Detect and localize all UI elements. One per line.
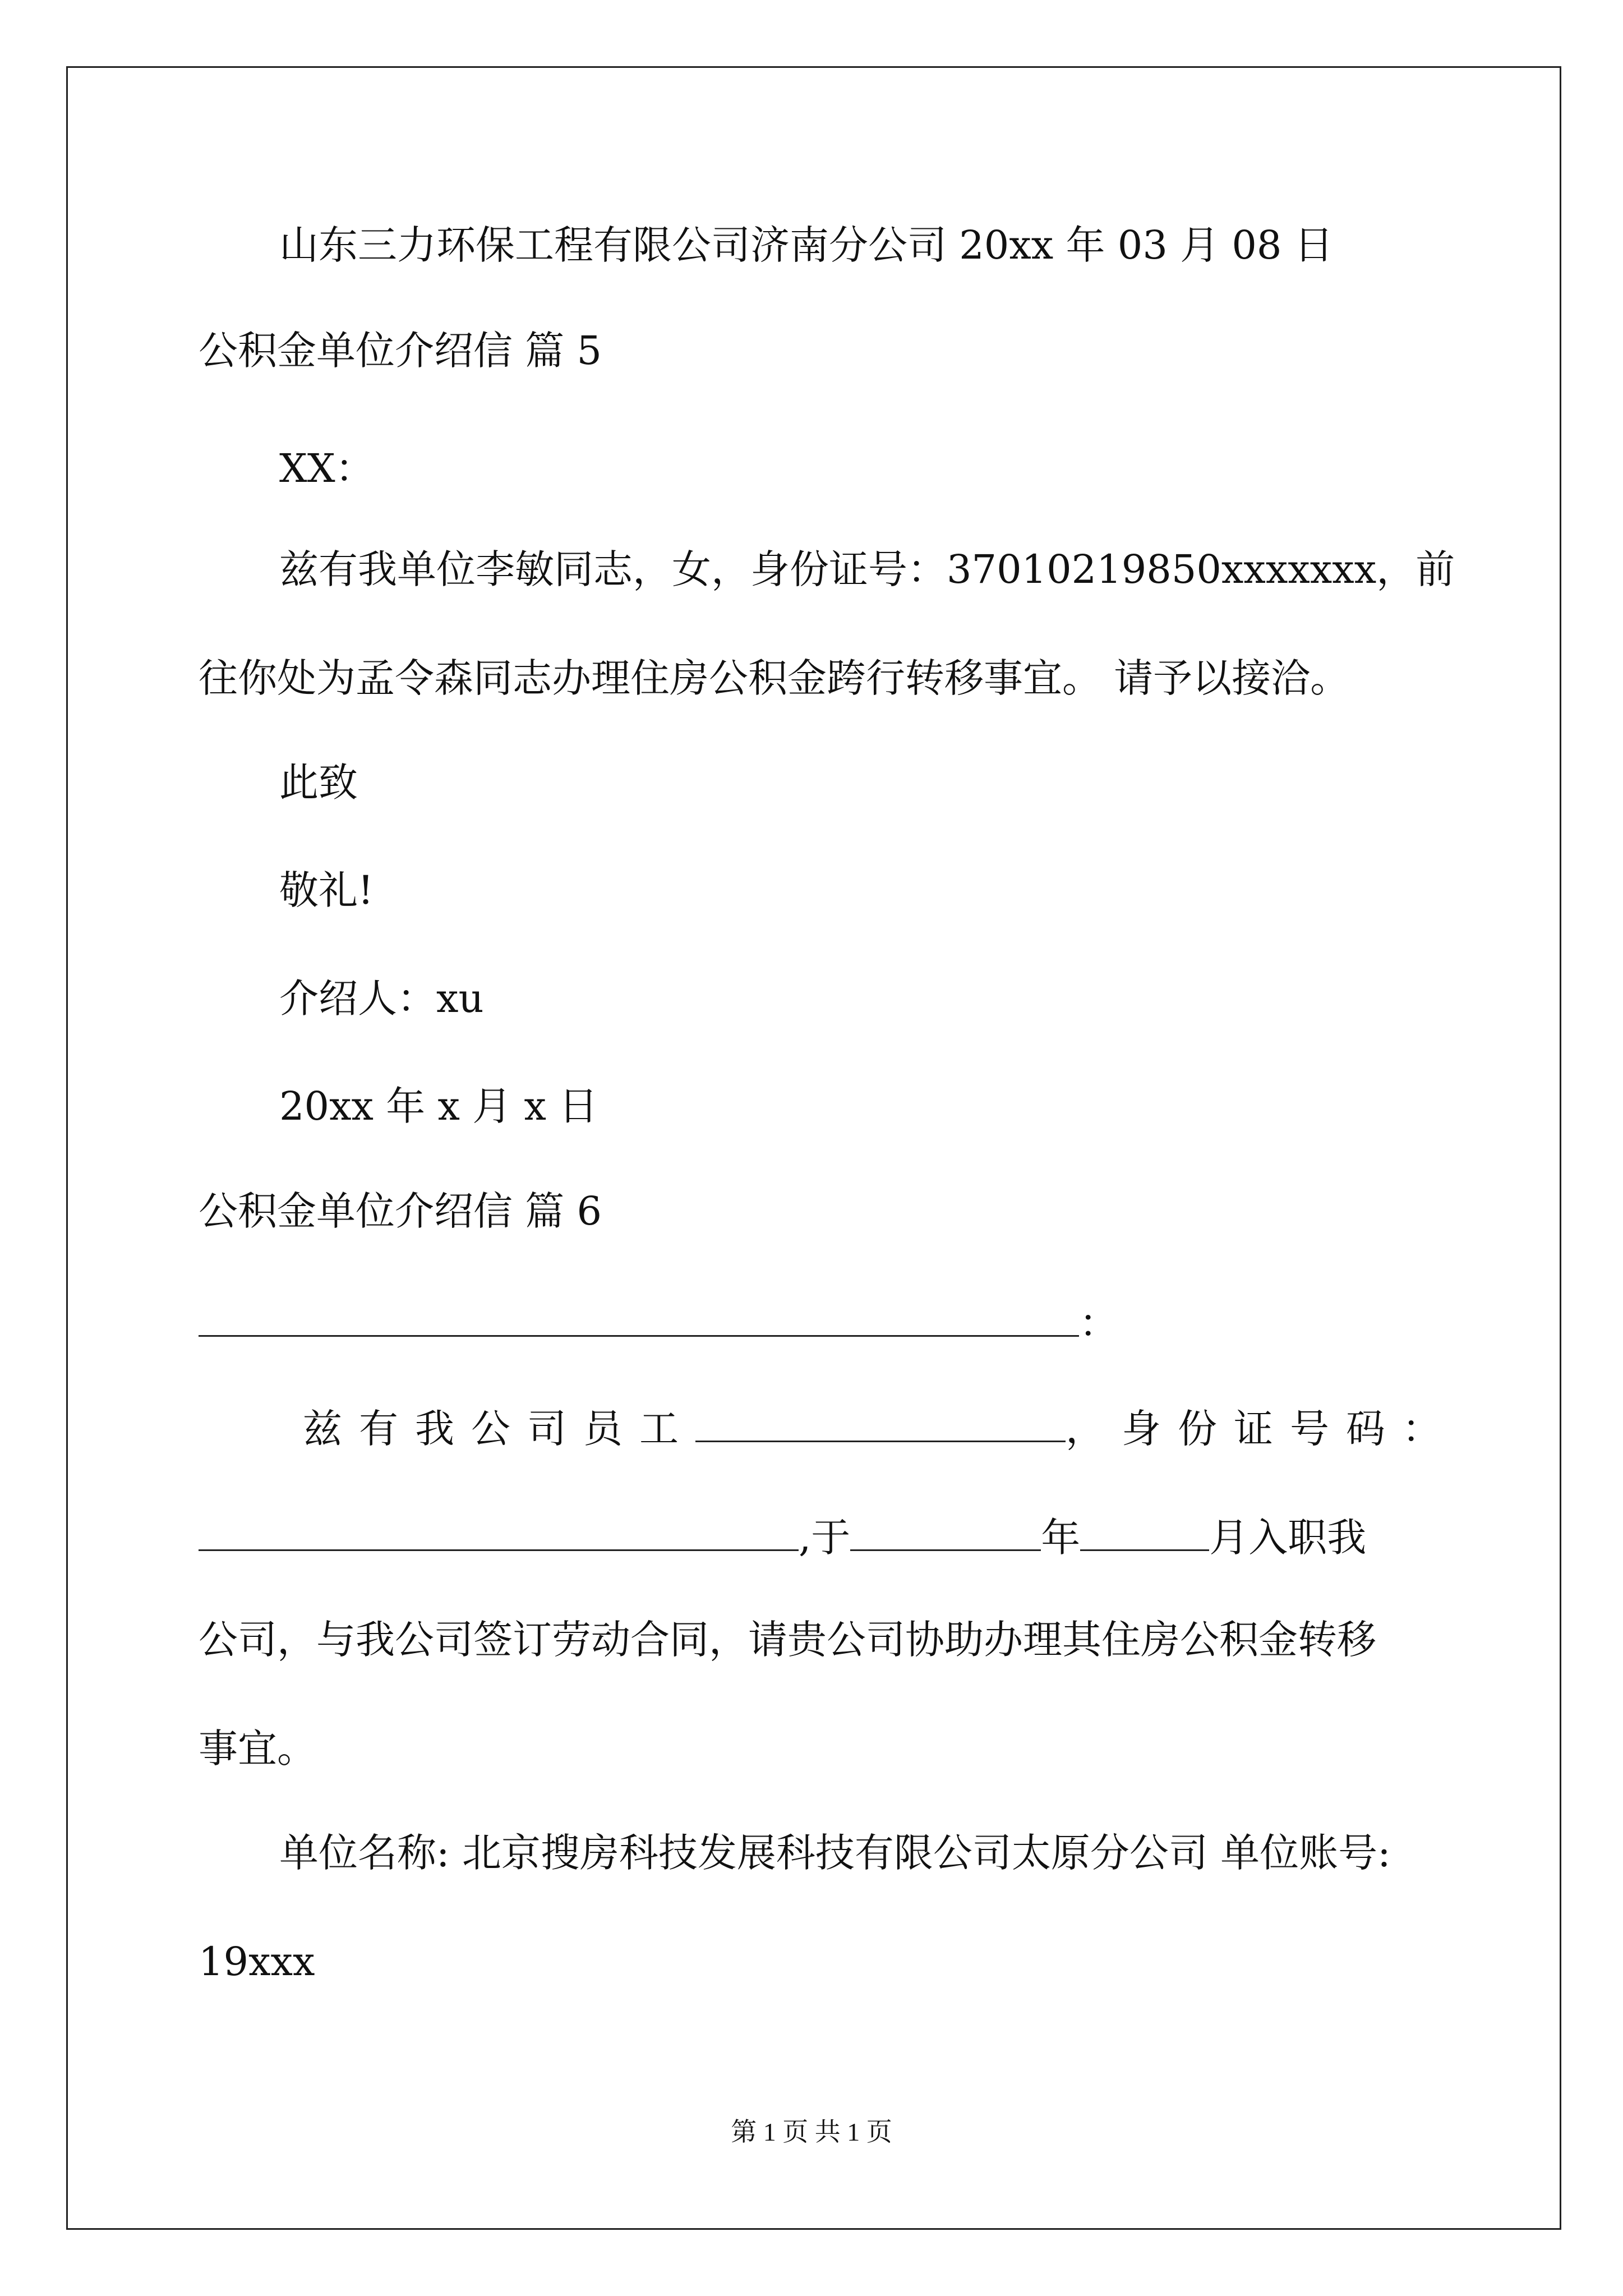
employee-name-blank[interactable] [695,1406,1066,1442]
body-6-month-label: 月入职我 [1209,1515,1367,1561]
month-blank[interactable] [1080,1515,1209,1551]
heading-article-6: 公积金单位介绍信 篇 6 [199,1188,602,1234]
salutation-article-6 [199,1300,1118,1346]
body-6-year-label: 年 [1041,1515,1081,1561]
body-6-line-2 [199,1515,1367,1561]
page-footer: 第 1 页 共 1 页 [731,2118,892,2146]
recipient-blank[interactable] [199,1300,1079,1337]
introducer-line: 介绍人：xu [279,976,484,1022]
body-5-line-2: 往你处为孟令森同志办理住房公积金跨行转移事宜。 请予以接洽。 [199,655,1350,701]
body-6-line-1 [303,1406,1458,1452]
salutation-article-5: XX： [279,445,375,491]
body-6-employee-label: 兹有我公司员工 [303,1406,695,1452]
account-number: 19xxx [199,1939,315,1985]
id-number-blank[interactable] [199,1515,799,1551]
unit-info-line: 单位名称: 北京搜房科技发展科技有限公司太原分公司 单位账号: [279,1830,1391,1876]
company-date-line: 山东三力环保工程有限公司济南分公司 20xx 年 03 月 08 日 [279,222,1334,268]
closing-ci-zhi: 此致 [279,760,358,806]
body-6-line-3: 公司，与我公司签订劳动合同，请贵公司协助办理其住房公积金转移 [199,1617,1376,1663]
body-5-line-1: 兹有我单位李敏同志，女，身份证号：37010219850xxxxxxx，前 [279,546,1455,592]
heading-article-5: 公积金单位介绍信 篇 5 [199,328,602,374]
year-blank[interactable] [850,1515,1041,1551]
page-border [66,66,1561,2230]
body-6-line-4: 事宜。 [199,1726,316,1772]
salutation-colon: ： [1079,1300,1118,1346]
body-6-year-prefix: ,于 [799,1515,851,1561]
closing-jing-li: 敬礼! [279,867,374,913]
body-6-id-label: ，身份证号码： [1066,1406,1458,1452]
date-article-5: 20xx 年 x 月 x 日 [279,1083,598,1129]
